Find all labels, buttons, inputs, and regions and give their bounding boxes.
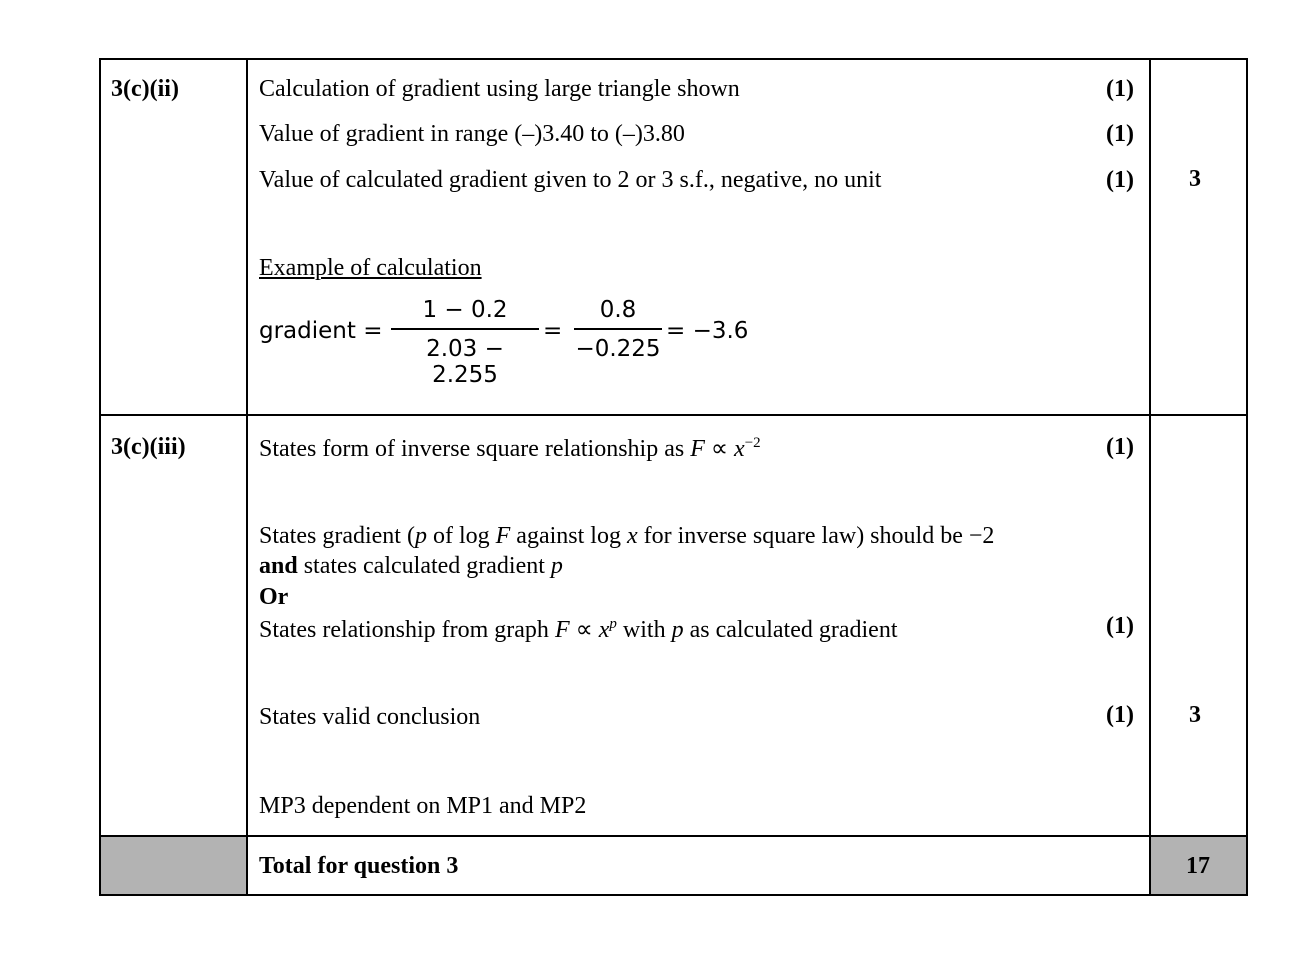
- fraction-1-numerator: 1 − 0.2: [422, 297, 508, 323]
- mark-value: (1): [1106, 121, 1134, 147]
- example-heading: Example of calculation: [259, 255, 482, 281]
- total-label: Total for question 3: [259, 853, 459, 879]
- gradient-label: gradient =: [259, 318, 383, 344]
- mark-scheme-line: States relationship from graph $F \propto x^p$ with p as calculated gradient: [259, 616, 898, 643]
- row-divider-1: [99, 414, 1248, 416]
- fraction-2-numerator: 0.8: [599, 297, 637, 323]
- column-divider-2: [1149, 58, 1151, 896]
- table-border-right: [1246, 58, 1248, 896]
- table-border-left: [99, 58, 101, 896]
- mark-value: (1): [1106, 167, 1134, 193]
- or-connector: Or: [259, 584, 289, 610]
- mark-scheme-line: States gradient (p of log F against log x for inverse square law) should be −2: [259, 523, 995, 549]
- mark-value: (1): [1106, 76, 1134, 102]
- fraction-1: [391, 297, 539, 388]
- gradient-result: = −3.6: [666, 318, 749, 344]
- table-border-top: [99, 58, 1248, 60]
- mark-scheme-line: Value of gradient in range (–)3.40 to (–)3.80: [259, 121, 685, 147]
- mark-scheme-line: Calculation of gradient using large triangle shown: [259, 76, 740, 102]
- mark-scheme-line: States valid conclusion: [259, 704, 481, 730]
- mark-scheme-line: and states calculated gradient p: [259, 553, 563, 579]
- fraction-2: [574, 297, 662, 362]
- fraction-bar: [574, 328, 662, 330]
- fraction-2-denominator: −0.225: [575, 335, 661, 362]
- row-divider-2: [99, 835, 1248, 837]
- mark-scheme-line: States form of inverse square relationship as $F \propto x^{-2}$: [259, 435, 761, 462]
- mark-value: (1): [1106, 434, 1134, 460]
- table-border-bottom: [99, 894, 1248, 896]
- mark-scheme-line: Value of calculated gradient given to 2 or 3 s.f., negative, no unit: [259, 167, 882, 193]
- row-total-marks: 3: [1189, 166, 1201, 192]
- question-total-marks: 17: [1186, 853, 1210, 879]
- total-row-shade-left: [101, 837, 247, 895]
- fraction-1-denominator: 2.03 − 2.255: [426, 335, 504, 388]
- fraction-bar: [391, 328, 539, 330]
- mark-value: (1): [1106, 613, 1134, 639]
- mark-value: (1): [1106, 702, 1134, 728]
- dependency-note: MP3 dependent on MP1 and MP2: [259, 793, 587, 819]
- equals-sign: =: [543, 318, 563, 344]
- question-number: 3(c)(ii): [111, 76, 179, 102]
- row-total-marks: 3: [1189, 702, 1201, 728]
- question-number: 3(c)(iii): [111, 434, 186, 460]
- column-divider-1: [246, 58, 248, 896]
